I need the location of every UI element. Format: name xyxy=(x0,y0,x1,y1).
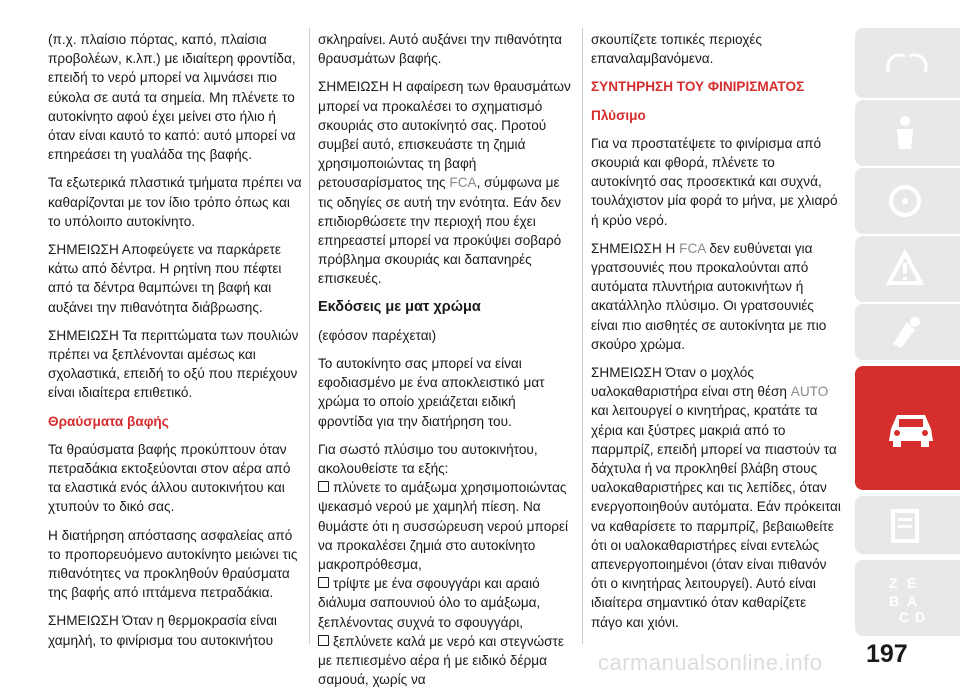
column-1 xyxy=(48,30,302,659)
starting-driving-icon xyxy=(885,181,925,221)
paragraph: Για να προστατέψετε το φινίρισμα από σκουριά και φθορά, πλένετε το αυτοκίνητό σας προσεκτικά και συχνά, τουλάχιστον μία φορά το μήνα, με χλιαρό ή κρύο νερό. xyxy=(591,135,838,228)
note-paragraph: ΣΗΜΕΙΩΣΗ Η FCA δεν ευθύνεται για γρατσουνιές που προκαλούνται από αυτόματα πλυντήρια αυτοκινήτων ή ακατάλληλο πλύσιμο. Οι γρατσουνιές είναι πιο αισθητές σε αυτοκίνητα με πιο σκούρο χρώμα. xyxy=(591,240,827,352)
section-heading: Εκδόσεις με ματ χρώμα xyxy=(318,298,481,315)
checkbox-bullet-icon xyxy=(318,481,329,492)
svg-text:C: C xyxy=(899,609,910,624)
auto-label: AUTO xyxy=(790,384,829,400)
column-divider xyxy=(309,28,310,644)
brand-fca: FCA xyxy=(449,175,477,191)
svg-text:D: D xyxy=(915,609,926,624)
emergency-icon xyxy=(885,312,925,352)
svg-text:Z: Z xyxy=(889,575,898,591)
note-paragraph: ΣΗΜΕΙΩΣΗ Η αφαίρεση των θραυσμάτων μπορεί να προκαλέσει το σχηματισμό σκουριάς στο αυτοκίνητό σας. Προτού συμβεί αυτό, επισκευάστε τη ζημιά χρησιμοποιώντας τη βαφή ρετουσαρίσματος της FCA, σύμφωνα με τις οδηγίες σε αυτή την ενότητα. Εάν δεν επιδιορθώσετε την περιοχή που έχει επηρεαστεί μπορεί να προκύψει σοβαρό πρόβλημα σκουριάς και δαπανηρές επισκευές. xyxy=(318,79,571,287)
checkbox-bullet-icon xyxy=(318,635,329,646)
note-paragraph: ΣΗΜΕΙΩΣΗ Αποφεύγετε να παρκάρετε κάτω από δέντρα. Η ρητίνη που πέφτει από τα δέντρα θαμπώνει τη βαφή και αυξάνει την πιθανότητα διάβρωσης. xyxy=(48,242,282,315)
car-care-icon xyxy=(885,405,937,451)
page-number: 197 xyxy=(866,640,908,668)
column-3 xyxy=(591,30,841,641)
tab-specifications[interactable] xyxy=(855,496,960,554)
tab-starting-driving[interactable] xyxy=(855,168,960,234)
paragraph: Τα θραύσματα βαφής προκύπτουν όταν πετραδάκια εκτοξεύονται στον αέρα από τα ελαστικά ενός άλλου αυτοκινήτου και χτυπούν το δικό σας. xyxy=(48,441,291,515)
paragraph: Τα εξωτερικά πλαστικά τμήματα πρέπει να καθαρίζονται με τον ίδιο τρόπο όπως και το υπόλοιπο αυτοκίνητο. xyxy=(48,175,302,229)
bullet-item: ξεπλύνετε καλά με νερό και στεγνώστε με πεπιεσμένο αέρα ή με ειδικό δέρμα σαμουά, χωρίς να xyxy=(318,633,564,688)
bullet-item: τρίψτε με ένα σφουγγάρι και αραιό διάλυμα σαπουνιού όλο το αμάξωμα, ξεπλένοντας συχνά το σφουγγάρι, xyxy=(318,576,541,630)
paragraph: Για σωστό πλύσιμο του αυτοκινήτου, ακολουθείστε τα εξής: xyxy=(318,441,538,477)
safety-icon xyxy=(885,113,925,153)
note-paragraph: ΣΗΜΕΙΩΣΗ Όταν η θερμοκρασία είναι χαμηλή, το φινίρισμα του αυτοκινήτου xyxy=(48,613,277,648)
paragraph: σκουπίζετε τοπικές περιοχές επαναλαμβανόμενα. xyxy=(591,32,762,67)
section-heading: Θραύσματα βαφής xyxy=(48,413,169,429)
svg-text:E: E xyxy=(907,575,917,591)
note-paragraph: ΣΗΜΕΙΩΣΗ Όταν ο μοχλός υαλοκαθαριστήρα είναι στη θέση AUTO και λειτουργεί ο κινητήρας, κρατάτε τα χέρια και ξύστρες μακριά από το παρμπρίζ, επειδή μπορεί να πιαστούν τα δάχτυλα ή να προκληθεί βλάβη στους υαλοκαθαριστήρες και τις λεπίδες, όταν ενεργοποιηθούν αυτόματα. Εάν πρόκειται να καθαρίσετε το παρμπρίζ, βεβαιωθείτε ότι οι υαλοκαθαριστήρες είναι εντελώς απενεργοποιημένοι (όταν είναι πιθανόν ότι ο κινητήρας λειτουργεί). Αυτό είναι ιδιαίτερα σημαντικό όταν καθαρίζετε πάγο και χιόνι. xyxy=(591,365,841,630)
tab-warning-lights[interactable] xyxy=(855,236,960,302)
section-subheading: Πλύσιμο xyxy=(591,107,646,123)
tab-dashboard[interactable] xyxy=(855,28,960,98)
column-2 xyxy=(318,30,572,699)
svg-text:B: B xyxy=(889,593,900,609)
tab-safety[interactable] xyxy=(855,100,960,166)
note-paragraph: ΣΗΜΕΙΩΣΗ Τα περιττώματα των πουλιών πρέπει να ξεπλένονται αμέσως και σχολαστικά, επειδή το οξύ που περιέχουν είναι ιδιαίτερα επιθετικό. xyxy=(48,327,299,401)
section-heading: ΣΥΝΤΗΡΗΣΗ ΤΟΥ ΦΙΝΙΡΙΣΜΑΤΟΣ xyxy=(591,79,805,95)
warning-light-icon xyxy=(885,249,925,289)
dashboard-icon xyxy=(885,48,929,78)
svg-text:A: A xyxy=(907,593,918,609)
paragraph: Η διατήρηση απόστασης ασφαλείας από το προπορευόμενο αυτοκίνητο μειώνει τις πιθανότητες να προκληθούν θραύσματα της βαφής από ιπτάμενα πετραδάκια. xyxy=(48,527,298,601)
paragraph: σκληραίνει. Αυτό αυξάνει την πιθανότητα θραυσμάτων βαφής. xyxy=(318,32,563,67)
index-icon xyxy=(885,572,931,624)
watermark: carmanualsonline.info xyxy=(598,650,823,675)
specs-icon xyxy=(885,505,925,545)
paragraph: (π.χ. πλαίσιο πόρτας, καπό, πλαίσια προβολέων, κ.λπ.) με ιδιαίτερη φροντίδα, επειδή το νερό μπορεί να λιμνάσει πιο εύκολα σε αυτά τα σημεία. Μη πλένετε το αυτοκίνητο αφού έχει μείνει στο ήλιο ή όταν είναι καυτό το καπό: αυτό μπορεί να επηρεάσει τη γυαλάδα της βαφής. xyxy=(48,32,296,163)
brand-fca: FCA xyxy=(679,240,706,256)
tab-car-care[interactable] xyxy=(855,366,960,490)
section-subheading: (εφόσον παρέχεται) xyxy=(318,327,437,343)
paragraph: Το αυτοκίνητο σας μπορεί να είναι εφοδιασμένο με ένα αποκλειστικό ματ χρώμα το οποίο χρειάζεται ειδική φροντίδα για την διατήρηση του. xyxy=(318,356,545,429)
bullet-item: πλύνετε το αμάξωμα χρησιμοποιώντας ψεκασμό νερού με χαμηλή πίεση. Να θυμάστε ότι η συσσώρευση νερού μπορεί να προκαλέσει ζημιά στο αυτοκίνητο μακροπρόθεσμα, xyxy=(318,480,569,573)
checkbox-bullet-icon xyxy=(318,577,329,588)
tab-emergency[interactable] xyxy=(855,304,960,360)
tab-index[interactable] xyxy=(855,560,960,636)
column-divider xyxy=(582,28,583,644)
